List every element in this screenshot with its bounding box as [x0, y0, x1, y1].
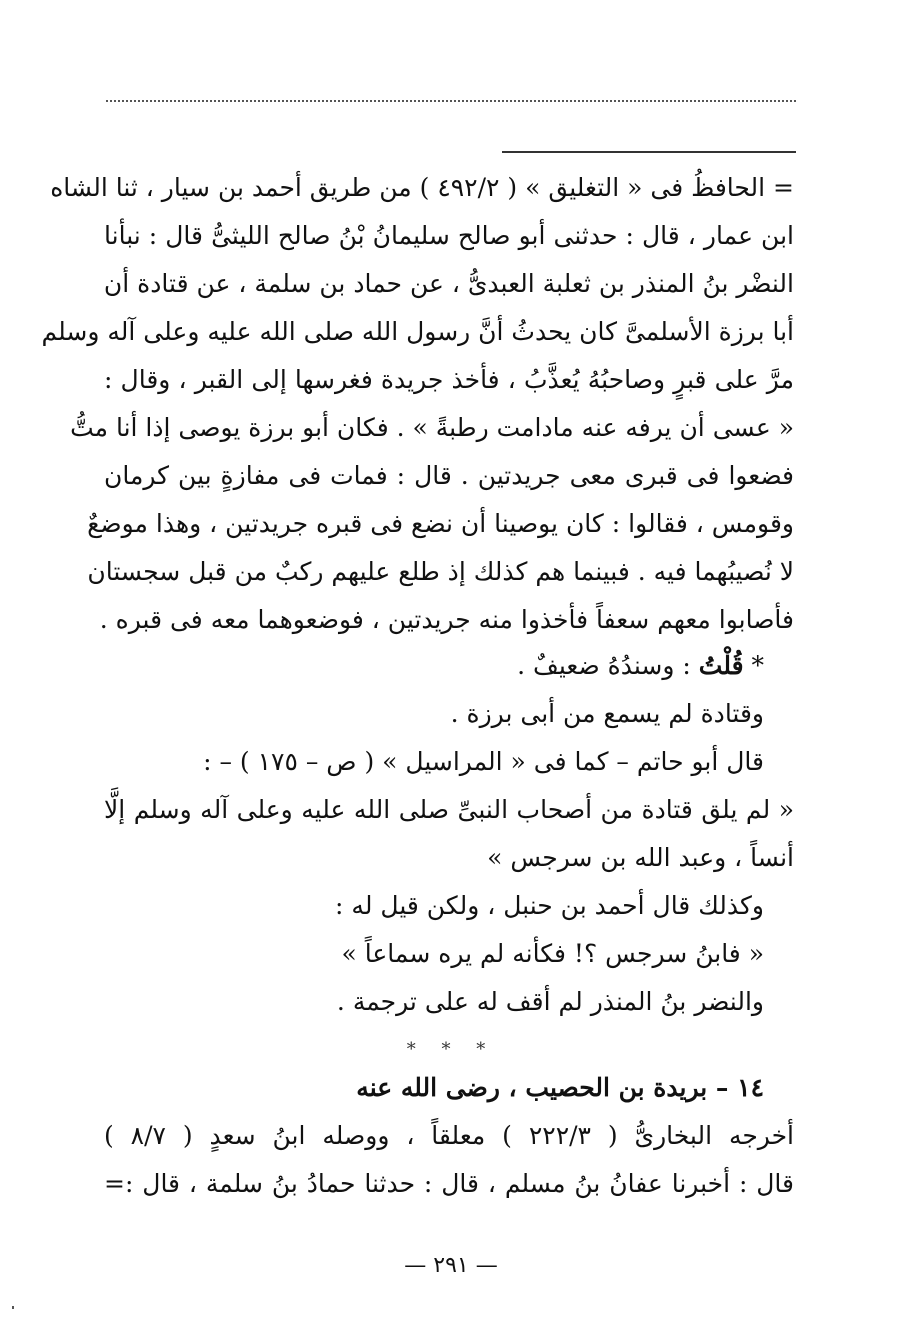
qatada-line: وقتادة لم يسمع من أبى برزة .: [450, 699, 764, 728]
footnote-line-6: « عسى أن يرفه عنه مادامت رطبةً » . فكان أبو برزة يوصى إذا أنا متُّ: [70, 413, 794, 442]
footnote-line-7: فضعوا فى قبرى معى جريدتين . قال : فمات فى مفازةٍ بين كرمان: [104, 461, 794, 490]
qultu-word: قُلْتُ: [698, 651, 744, 680]
header-dotted-rule: [106, 100, 796, 102]
qultu-text: : وسندُهُ ضعيفٌ .: [517, 651, 699, 680]
footnote-line-2: ابن عمار ، قال : حدثنى أبو صالح سليمانُ بْنُ صالح الليثىُّ قال : نبأنا: [104, 221, 794, 250]
footnote-line-9: لا نُصيبُهما فيه . فبينما هم كذلك إذ طلع عليهم ركبٌ من قبل سجستان: [87, 557, 794, 586]
page-number: — ٢٩١ —: [404, 1253, 498, 1278]
footnote-separator-rule: [502, 151, 796, 153]
entry-heading: ١٤ – بريدة بن الحصيب ، رضى الله عنه: [356, 1073, 764, 1102]
footnote-line-1: = الحافظُ فى « التغليق » ( ٤٩٢/٢ ) من طريق أحمد بن سيار ، ثنا الشاه: [50, 173, 794, 202]
footnote-line-10: فأصابوا معهم سعفاً فأخذوا منه جريدتين ، فوضعوهما معه فى قبره .: [99, 605, 794, 634]
nadr-line: والنضر بنُ المنذر لم أقف له على ترجمة .: [336, 987, 764, 1016]
entry-line-1: أخرجه البخارىُّ ( ٢٢٢/٣ ) معلقاً ، ووصله ابنُ سعدٍ ( ٨/٧ ): [104, 1121, 794, 1150]
ahmad-line: وكذلك قال أحمد بن حنبل ، ولكن قيل له :: [335, 891, 764, 920]
quote-line-2: أنساً ، وعبد الله بن سرجس »: [487, 843, 794, 872]
ibn-sarjis-line: « فابنُ سرجس ؟! فكأنه لم يره سماعاً »: [341, 939, 764, 968]
abu-hatim-line: قال أبو حاتم – كما فى « المراسيل » ( ص – ١٧٥ ) – :: [203, 747, 764, 776]
section-separator-stars: * * *: [406, 1039, 496, 1060]
qultu-line: [517, 646, 764, 686]
asterisk-marker: *: [743, 651, 764, 680]
scan-speck: [12, 1306, 14, 1309]
quote-line-1: « لم يلق قتادة من أصحاب النبىِّ صلى الله عليه وعلى آله وسلم إلَّا: [104, 795, 794, 824]
entry-line-2: قال : أخبرنا عفانُ بنُ مسلم ، قال : حدثنا حمادُ بنُ سلمة ، قال :=: [104, 1169, 794, 1198]
footnote-line-3: النضْر بنُ المنذر بن ثعلبة العبدىُّ ، عن حماد بن سلمة ، عن قتادة أن: [103, 269, 794, 298]
footnote-line-5: مرَّ على قبرٍ وصاحبُهُ يُعذَّبُ ، فأخذ جريدة فغرسها إلى القبر ، وقال :: [104, 365, 794, 394]
footnote-line-8: وقومس ، فقالوا : كان يوصينا أن نضع فى قبره جريدتين ، وهذا موضعٌ: [87, 509, 794, 538]
footnote-line-4: أبا برزة الأسلمىَّ كان يحدثُ أنَّ رسول الله صلى الله عليه وعلى آله وسلم: [41, 317, 794, 346]
